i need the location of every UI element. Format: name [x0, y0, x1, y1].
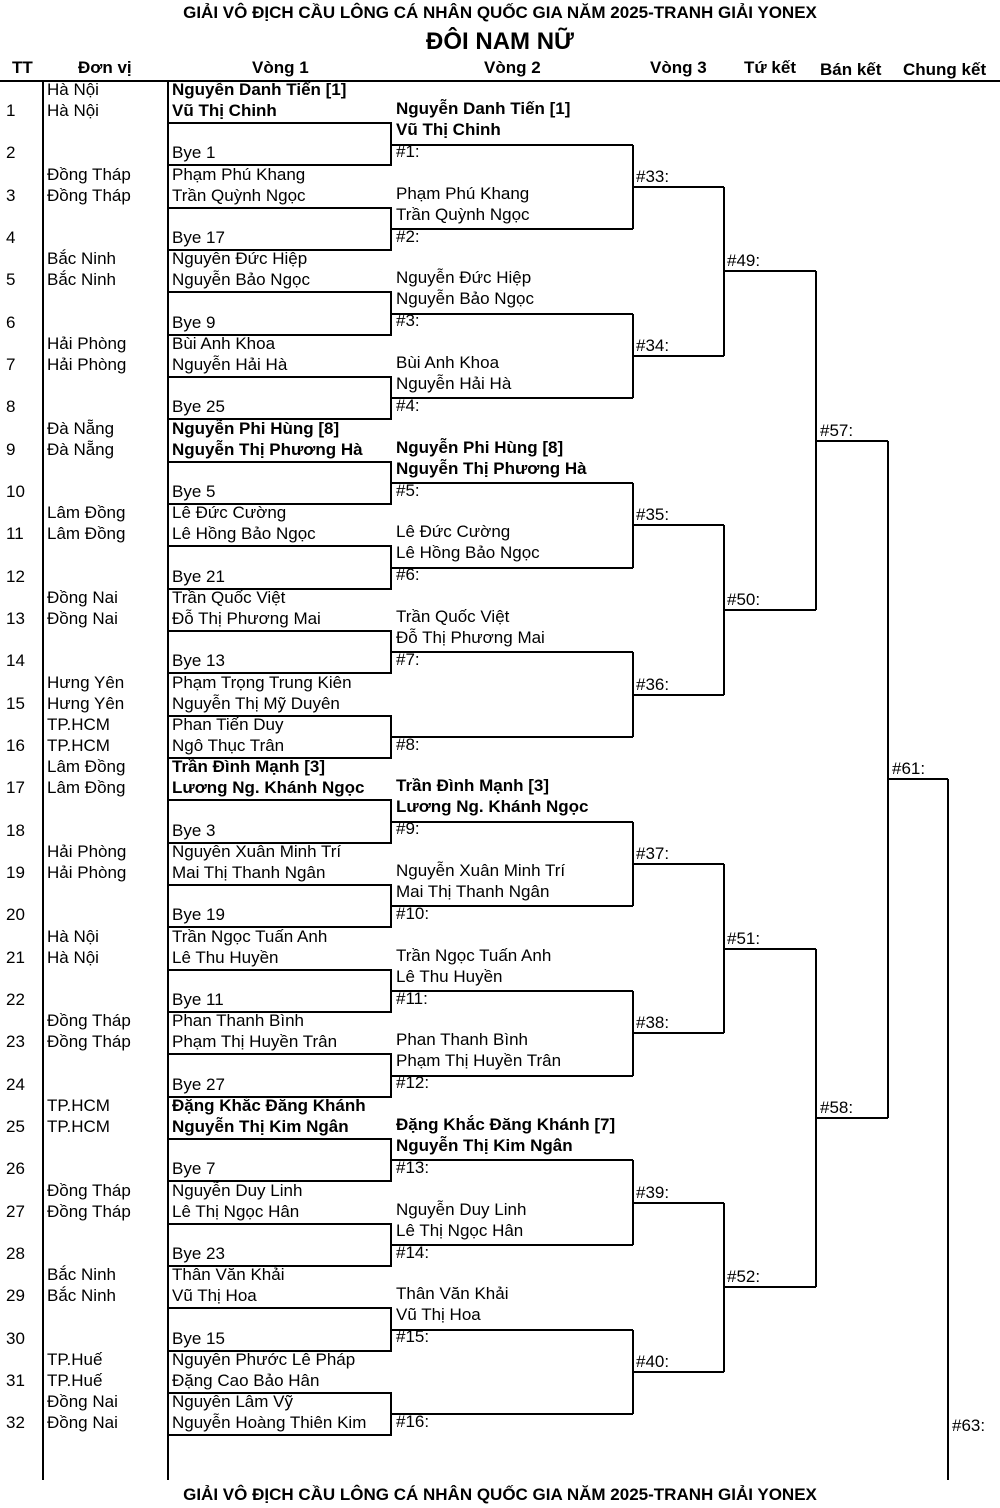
round2-player: Nguyễn Đức Hiệp — [396, 268, 532, 288]
entry-player: Lê Hồng Bảo Ngọc — [172, 524, 316, 544]
entry-underline — [167, 1307, 392, 1309]
round2-line — [391, 397, 633, 399]
entry-number: 12 — [6, 566, 25, 586]
header-round1: Vòng 1 — [252, 58, 309, 77]
round2-match-label: #1: — [396, 142, 420, 161]
entry-number: 17 — [6, 778, 25, 798]
round2-player: Trần Ngọc Tuấn Anh — [396, 945, 552, 965]
entry-player: Bye 5 — [172, 481, 216, 501]
entry-underline — [167, 207, 392, 209]
round2-match-label: #5: — [396, 480, 420, 500]
entry-number: 26 — [6, 1159, 25, 1179]
entry-player: Phan Tiến Duy — [172, 714, 284, 734]
round2-player: Nguyễn Danh Tiến [1] — [396, 99, 571, 118]
round2-match-label: #16: — [396, 1411, 430, 1431]
round2-match-label: #4: — [396, 395, 420, 415]
entry-unit: Đà Nẵng — [47, 439, 115, 459]
entry-player: Bye 27 — [172, 1074, 225, 1094]
entry-unit: TP.HCM — [47, 735, 110, 755]
entry-unit: Đồng Tháp — [47, 1201, 131, 1221]
entry-player: Trần Đình Mạnh [3] — [172, 757, 325, 777]
entry-underline — [167, 884, 392, 886]
round2-line — [391, 821, 633, 823]
entry-number: 11 — [6, 524, 24, 544]
round2-player: Nguyễn Hải Hà — [396, 373, 512, 393]
entry-player: Bùi Anh Khoa — [172, 333, 276, 353]
round2-player: Trần Quỳnh Ngọc — [396, 204, 530, 224]
round2-line — [391, 1075, 633, 1077]
quarterfinal-line — [724, 948, 816, 950]
entry-player: Nguyễn Xuân Minh Trí — [172, 841, 342, 861]
entry-player: Nguyễn Đức Hiệp — [172, 249, 308, 269]
quarterfinal-line — [724, 609, 816, 611]
round2-line — [391, 1329, 633, 1331]
round2-player: Thân Văn Khải — [396, 1284, 509, 1304]
entry-player: Nguyễn Hải Hà — [172, 354, 288, 374]
entry-number: 5 — [6, 270, 16, 290]
entry-unit: TP.Huế — [47, 1370, 103, 1390]
round2-player: Lê Hồng Bảo Ngọc — [396, 543, 540, 563]
round2-player: Nguyễn Duy Linh — [396, 1199, 527, 1219]
entry-number: 28 — [6, 1243, 25, 1263]
entry-player: Nguyễn Bảo Ngọc — [172, 270, 310, 290]
entry-unit: Đồng Tháp — [47, 1011, 131, 1031]
final-connector — [947, 779, 949, 1480]
entry-unit: Đồng Tháp — [47, 185, 131, 205]
entry-number: 32 — [6, 1413, 25, 1433]
entry-unit: TP.HCM — [47, 1095, 110, 1115]
entry-player: Bye 11 — [172, 989, 224, 1009]
header-semifinal: Bán kết — [820, 60, 882, 79]
event-title: ĐÔI NAM NỮ — [426, 28, 574, 55]
entry-number: 15 — [6, 693, 25, 713]
entry-number: 18 — [6, 820, 25, 840]
entry-underline — [167, 1138, 392, 1140]
round3-match-label: #35: — [636, 505, 670, 525]
round2-line — [391, 567, 633, 569]
entry-underline — [167, 376, 392, 378]
entry-underline — [167, 291, 392, 293]
header-final: Chung kết — [903, 60, 987, 79]
round2-player: Nguyễn Bảo Ngọc — [396, 289, 534, 309]
entry-unit: TP.Huế — [47, 1349, 103, 1369]
entry-number: 21 — [6, 947, 25, 967]
entry-unit: Hà Nội — [47, 101, 99, 120]
entry-unit: Hà Nội — [47, 947, 99, 967]
round3-line — [633, 1032, 724, 1034]
entry-player: Đặng Khắc Đăng Khánh — [172, 1095, 366, 1115]
semifinal-match-label: #58: — [820, 1098, 854, 1118]
entry-underline — [167, 1434, 392, 1436]
semifinal-line — [816, 440, 888, 442]
round2-line — [391, 905, 633, 907]
round2-player: Lương Ng. Khánh Ngọc — [396, 797, 589, 817]
entry-player: Lê Thu Huyền — [172, 947, 279, 967]
round2-match-label: #9: — [396, 819, 420, 839]
round2-player: Vũ Thị Chinh — [396, 120, 501, 139]
round2-player: Trần Đình Mạnh [3] — [396, 776, 549, 796]
entry-underline — [167, 545, 392, 547]
entry-player: Nguyễn Hoàng Thiên Kim — [172, 1413, 367, 1433]
round2-player: Lê Đức Cường — [396, 522, 511, 542]
entry-player: Phạm Trọng Trung Kiên — [172, 672, 352, 692]
round2-player: Nguyễn Xuân Minh Trí — [396, 860, 566, 880]
entry-player: Vũ Thị Hoa — [172, 1286, 257, 1306]
round3-match-label: #38: — [636, 1013, 670, 1033]
round2-player: Đỗ Thị Phương Mai — [396, 627, 545, 647]
entry-unit: Lâm Đồng — [47, 778, 126, 798]
tournament-title: GIẢI VÔ ĐỊCH CẦU LÔNG CÁ NHÂN QUỐC GIA NĂM 2025-TRANH GIẢI YONEX — [183, 3, 817, 22]
quarterfinal-match-label: #50: — [727, 590, 761, 610]
entry-player: Bye 25 — [172, 397, 225, 417]
header-round2: Vòng 2 — [484, 58, 541, 77]
final-line — [888, 778, 948, 780]
entry-number: 4 — [6, 227, 16, 247]
entry-number: 3 — [6, 185, 16, 205]
entry-number: 24 — [6, 1074, 25, 1094]
round3-match-label: #36: — [636, 674, 670, 694]
entry-unit: Đồng Tháp — [47, 1180, 131, 1200]
semifinal-line — [816, 1117, 888, 1119]
round2-player: Trần Quốc Việt — [396, 606, 510, 626]
header-unit: Đơn vị — [78, 58, 132, 77]
entry-player: Nguyễn Thị Kim Ngân — [172, 1116, 349, 1136]
round2-line — [391, 313, 633, 315]
round2-player: Vũ Thị Hoa — [396, 1305, 481, 1325]
round2-line — [391, 1413, 633, 1415]
entry-player: Trần Ngọc Tuấn Anh — [172, 926, 328, 946]
entry-number: 27 — [6, 1201, 25, 1221]
round3-line — [633, 186, 724, 188]
round2-line — [391, 482, 633, 484]
entry-unit: Đồng Tháp — [47, 1032, 131, 1052]
round2-match-label: #13: — [396, 1157, 430, 1177]
round2-line — [391, 736, 633, 738]
entry-underline — [167, 630, 392, 632]
champion-label: #63: — [952, 1416, 986, 1435]
entry-player: Bye 23 — [172, 1243, 225, 1263]
entry-unit: Lâm Đồng — [47, 524, 126, 544]
round2-line — [391, 651, 633, 653]
entry-unit: Hải Phòng — [47, 862, 127, 882]
semifinal-match-label: #57: — [820, 420, 854, 440]
entry-player: Nguyễn Phước Lê Pháp — [172, 1349, 356, 1369]
quarterfinal-line — [724, 1286, 816, 1288]
round2-player: Phan Thanh Bình — [396, 1030, 529, 1050]
round2-match-label: #14: — [396, 1242, 430, 1262]
entry-unit: Đồng Nai — [47, 1392, 118, 1412]
round3-match-label: #40: — [636, 1352, 670, 1372]
quarterfinal-match-label: #52: — [727, 1267, 761, 1287]
entry-underline — [167, 122, 392, 124]
entry-player: Phan Thanh Bình — [172, 1011, 305, 1031]
round2-player: Phạm Thị Huyền Trân — [396, 1051, 562, 1071]
round2-match-label: #11: — [396, 988, 428, 1008]
entry-number: 14 — [6, 651, 25, 671]
round2-player: Phạm Phú Khang — [396, 183, 530, 203]
round3-match-label: #37: — [636, 844, 670, 864]
entry-unit: Hà Nội — [47, 80, 99, 99]
entry-player: Nguyễn Thị Mỹ Duyên — [172, 693, 340, 713]
round2-line — [391, 990, 633, 992]
entry-player: Trần Quốc Việt — [172, 587, 286, 607]
entry-number: 2 — [6, 143, 16, 163]
final-match-label: #61: — [892, 759, 926, 779]
entry-player: Nguyễn Thị Phương Hà — [172, 439, 363, 459]
round2-match-label: #7: — [396, 649, 420, 669]
quarterfinal-match-label: #51: — [727, 928, 761, 948]
entry-unit: Đồng Nai — [47, 608, 118, 628]
entry-number: 9 — [6, 439, 16, 459]
round2-player: Lê Thu Huyền — [396, 966, 503, 986]
entry-player: Nguyễn Phi Hùng [8] — [172, 418, 340, 438]
round3-line — [633, 1202, 724, 1204]
round2-line — [391, 228, 633, 230]
entry-player: Nguyễn Duy Linh — [172, 1180, 303, 1200]
entry-player: Phạm Phú Khang — [172, 164, 306, 184]
entry-player: Thân Văn Khải — [172, 1265, 285, 1285]
entry-number: 10 — [6, 481, 25, 501]
header-tt: TT — [12, 58, 33, 77]
round3-line — [633, 355, 724, 357]
entry-number: 29 — [6, 1286, 25, 1306]
entry-number: 30 — [6, 1328, 25, 1348]
entry-player: Bye 17 — [172, 227, 225, 247]
entry-player: Bye 13 — [172, 651, 225, 671]
footer-title: GIẢI VÔ ĐỊCH CẦU LÔNG CÁ NHÂN QUỐC GIA NĂM 2025-TRANH GIẢI YONEX — [183, 1485, 817, 1504]
entry-underline — [167, 1223, 392, 1225]
entry-number: 20 — [6, 905, 25, 925]
entry-player: Bye 21 — [172, 566, 225, 586]
round2-match-label: #6: — [396, 565, 420, 585]
entry-player: Bye 15 — [172, 1328, 225, 1348]
entry-player: Đỗ Thị Phương Mai — [172, 608, 321, 628]
round2-player: Nguyễn Thị Phương Hà — [396, 458, 587, 478]
entry-number: 16 — [6, 735, 25, 755]
round2-player: Đặng Khắc Đăng Khánh [7] — [396, 1114, 616, 1134]
round3-line — [633, 863, 724, 865]
entry-number: 8 — [6, 397, 16, 417]
round2-player: Lê Thị Ngọc Hân — [396, 1220, 524, 1240]
entry-unit: Bắc Ninh — [47, 270, 116, 290]
entry-number: 7 — [6, 354, 16, 374]
entry-unit: TP.HCM — [47, 714, 110, 734]
round2-player: Nguyễn Thị Kim Ngân — [396, 1135, 573, 1155]
round2-match-label: #3: — [396, 311, 420, 331]
round2-line — [391, 1244, 633, 1246]
round3-line — [633, 1371, 724, 1373]
entry-player: Vũ Thị Chinh — [172, 101, 277, 120]
entry-unit: Hưng Yên — [47, 693, 125, 713]
entry-player: Lê Đức Cường — [172, 503, 287, 523]
entry-unit: TP.HCM — [47, 1116, 110, 1136]
round3-match-label: #39: — [636, 1182, 670, 1202]
header-round3: Vòng 3 — [650, 58, 707, 77]
quarterfinal-line — [724, 270, 816, 272]
entry-player: Lương Ng. Khánh Ngọc — [172, 778, 365, 798]
round2-match-label: #8: — [396, 734, 420, 754]
round2-line — [391, 1159, 633, 1161]
entry-unit: Lâm Đồng — [47, 757, 126, 777]
entry-player: Lê Thị Ngọc Hân — [172, 1201, 300, 1221]
entry-number: 19 — [6, 862, 25, 882]
entry-unit: Bắc Ninh — [47, 1286, 116, 1306]
entry-player: Trần Quỳnh Ngọc — [172, 185, 306, 205]
entry-player: Bye 7 — [172, 1159, 216, 1179]
entry-underline — [167, 461, 392, 463]
round2-match-label: #12: — [396, 1073, 430, 1093]
entry-unit: Đồng Nai — [47, 587, 118, 607]
entry-player: Bye 19 — [172, 905, 225, 925]
entry-unit: Hải Phòng — [47, 354, 127, 374]
round2-player: Nguyễn Phi Hùng [8] — [396, 437, 564, 457]
round2-player: Bùi Anh Khoa — [396, 352, 500, 372]
entry-unit: Lâm Đồng — [47, 503, 126, 523]
round3-match-label: #34: — [636, 336, 670, 356]
entry-player: Phạm Thị Huyền Trân — [172, 1032, 338, 1052]
round3-line — [633, 524, 724, 526]
entry-unit: Bắc Ninh — [47, 1265, 116, 1285]
round3-match-label: #33: — [636, 166, 670, 186]
entry-number: 31 — [6, 1370, 25, 1390]
entry-unit: Đà Nẵng — [47, 418, 115, 438]
round2-player: Mai Thị Thanh Ngân — [396, 881, 550, 901]
entry-player: Ngô Thục Trân — [172, 735, 285, 755]
round2-match-label: #10: — [396, 903, 430, 923]
entry-unit: Đồng Tháp — [47, 164, 131, 184]
round3-line — [633, 694, 724, 696]
entry-player: Mai Thị Thanh Ngân — [172, 862, 326, 882]
quarterfinal-match-label: #49: — [727, 251, 761, 271]
entry-unit: Hà Nội — [47, 926, 99, 946]
header-quarterfinal: Tứ kết — [744, 58, 796, 77]
entry-unit: Hưng Yên — [47, 672, 125, 692]
entry-number: 1 — [6, 101, 16, 120]
round2-line — [391, 144, 633, 146]
entry-player: Bye 3 — [172, 820, 216, 840]
entry-underline — [167, 799, 392, 801]
entry-player: Nguyễn Lâm Vỹ — [172, 1392, 293, 1412]
entry-number: 23 — [6, 1032, 25, 1052]
entry-underline — [167, 969, 392, 971]
entry-number: 25 — [6, 1116, 25, 1136]
round2-match-label: #15: — [396, 1327, 430, 1347]
entry-player: Bye 1 — [172, 143, 216, 163]
entry-player: Nguyễn Danh Tiến [1] — [172, 80, 347, 99]
entry-number: 13 — [6, 608, 25, 628]
round2-match-label: #2: — [396, 226, 420, 246]
entry-unit: Bắc Ninh — [47, 249, 116, 269]
entry-number: 22 — [6, 989, 25, 1009]
entry-underline — [167, 1053, 392, 1055]
entry-unit: Hải Phòng — [47, 841, 127, 861]
entry-player: Đặng Cao Bảo Hân — [172, 1370, 320, 1390]
entry-player: Bye 9 — [172, 312, 216, 332]
entry-unit: Hải Phòng — [47, 333, 127, 353]
entry-unit: Đồng Nai — [47, 1413, 118, 1433]
entry-number: 6 — [6, 312, 16, 332]
